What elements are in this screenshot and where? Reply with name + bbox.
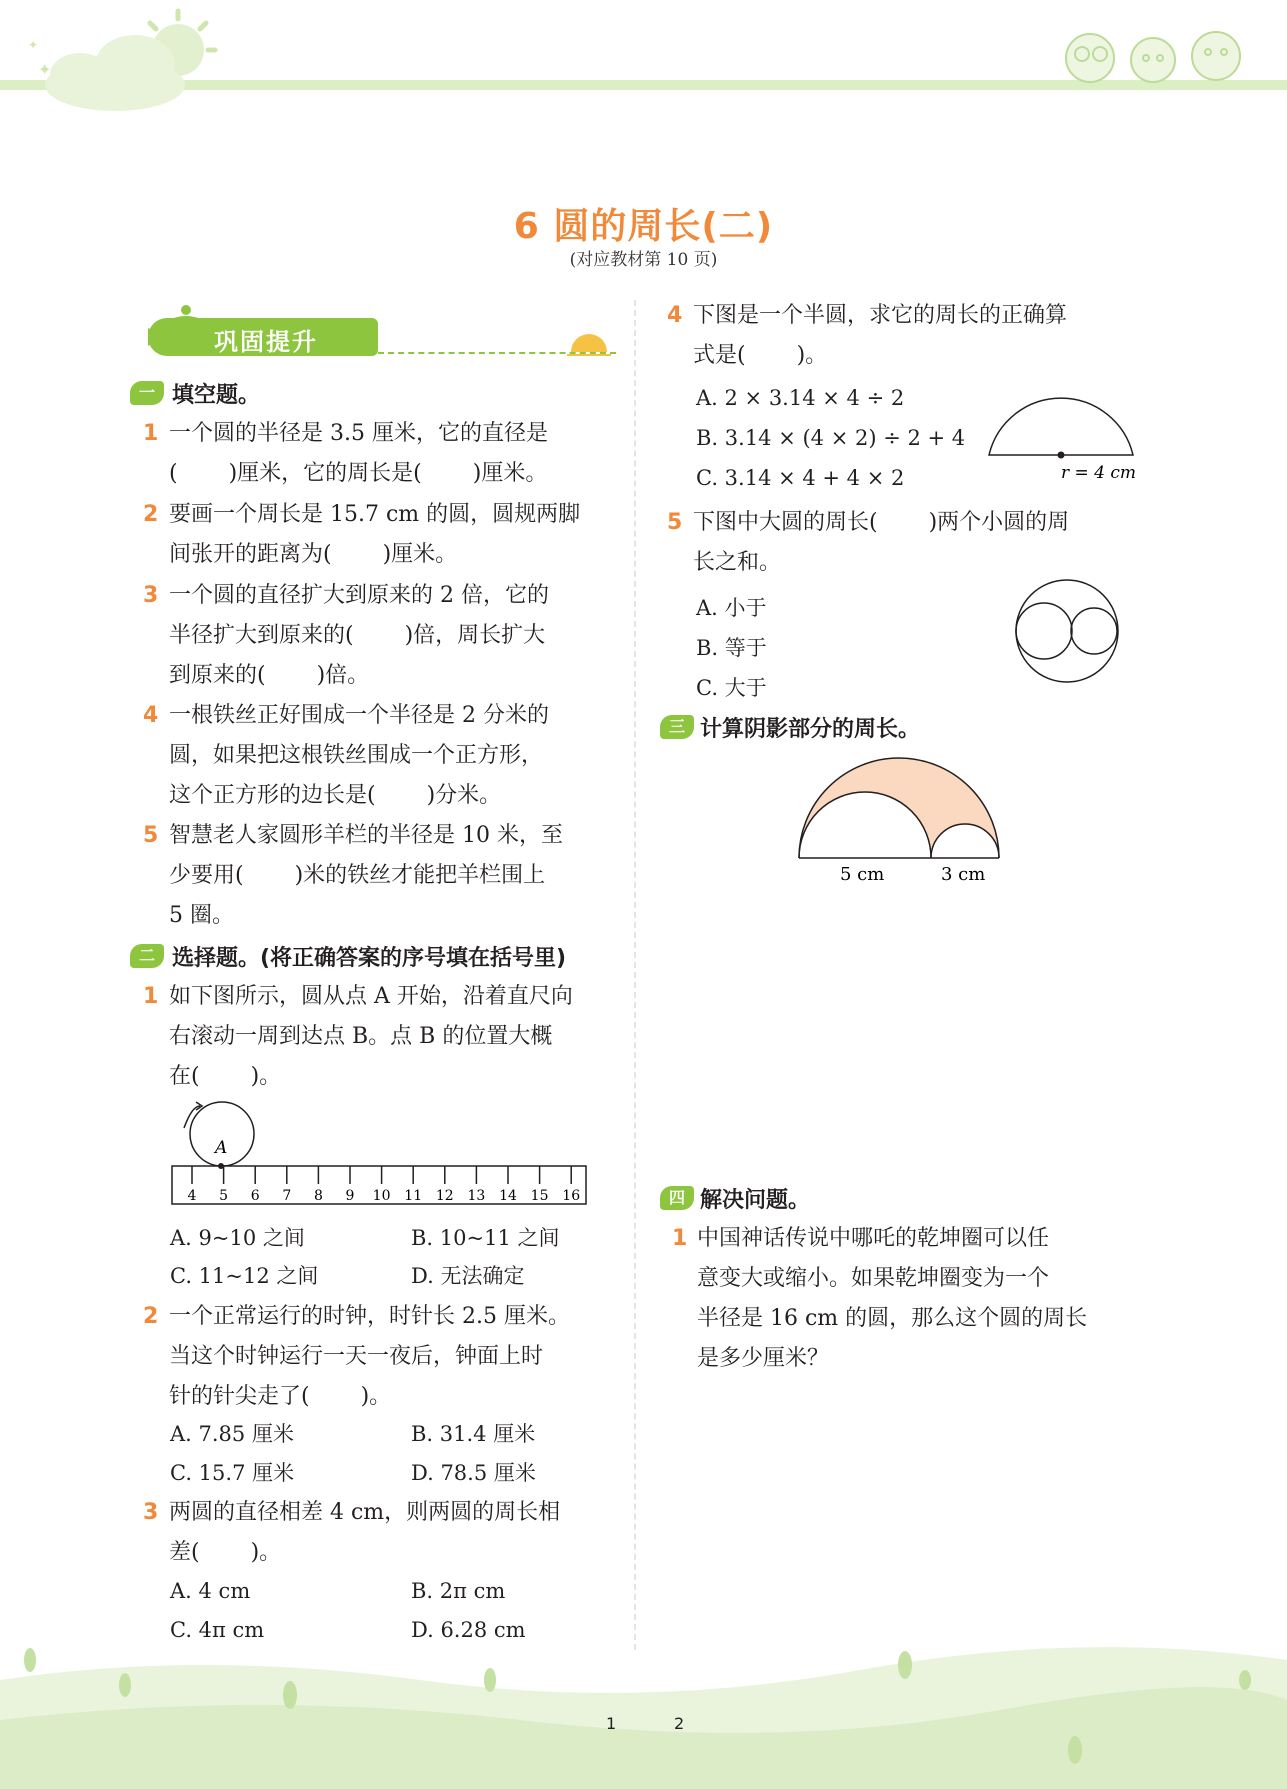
question-text: 右滚动一周到达点 B。点 B 的位置大概 (169, 1024, 553, 1049)
option-text: C. 4π cm (170, 1618, 265, 1642)
question-text: 是多少厘米？ (697, 1346, 830, 1371)
question-text: 间张开的距离为( )厘米。 (169, 542, 458, 567)
column-divider (634, 300, 636, 1650)
question-number: 5 (143, 823, 159, 848)
ruler-tick-label: 11 (404, 1188, 423, 1204)
question-number: 2 (143, 502, 159, 527)
question-number: 4 (667, 303, 683, 328)
question-number: 1 (143, 984, 159, 1009)
section-title-compute: 计算阴影部分的周长。 (700, 717, 921, 742)
question-number: 1 (672, 1226, 688, 1251)
question-number: 4 (143, 703, 159, 728)
question-text: 中国神话传说中哪吒的乾坤圈可以任 (697, 1226, 1050, 1251)
question-text: 下图中大圆的周长( )两个小圆的周 (693, 510, 1070, 535)
option-text: D. 6.28 cm (411, 1618, 526, 1642)
option-text: D. 无法确定 (411, 1264, 525, 1288)
question-text: 下图是一个半圆，求它的周长的正确算 (693, 303, 1068, 328)
question-text: 当这个时钟运行一天一夜后，钟面上时 (169, 1344, 544, 1369)
cloud-sun-icon (20, 5, 200, 110)
option-text: A. 7.85 厘米 (170, 1422, 294, 1446)
page-number-left: 1 (606, 1714, 617, 1733)
option-text: D. 78.5 厘米 (411, 1461, 536, 1485)
animal-faces-icon (1058, 20, 1258, 90)
page-subtitle: (对应教材第 10 页) (569, 250, 718, 270)
ruler-tick-label: 13 (467, 1188, 486, 1204)
ruler-tick-label: 6 (250, 1188, 260, 1204)
option-text: B. 2π cm (411, 1579, 506, 1603)
question-text: 如下图所示，圆从点 A 开始，沿着直尺向 (169, 984, 573, 1009)
question-text: 一个圆的半径是 3.5 厘米，它的直径是 (169, 421, 548, 446)
question-text: 到原来的( )倍。 (169, 663, 370, 688)
banner-label: 巩固提升 (214, 328, 318, 356)
question-text: 半径是 16 cm 的圆，那么这个圆的周长 (697, 1306, 1088, 1331)
option-text: B. 10~11 之间 (411, 1226, 560, 1250)
option-text: C. 大于 (696, 676, 767, 700)
question-number: 1 (143, 421, 159, 446)
question-number: 3 (143, 583, 159, 608)
question-number: 5 (667, 510, 683, 535)
question-text: 要画一个周长是 15.7 cm 的圆，圆规两脚 (169, 502, 581, 527)
ruler-tick-label: 16 (562, 1188, 581, 1204)
radius-label: r = 4 cm (1061, 463, 1137, 483)
semicircle-diagram (985, 380, 1165, 485)
point-a-label: A (215, 1138, 228, 1158)
option-text: A. 4 cm (170, 1579, 251, 1603)
option-text: B. 31.4 厘米 (411, 1422, 536, 1446)
ruler-tick-label: 4 (187, 1188, 197, 1204)
page-number-right: 2 (674, 1714, 685, 1733)
question-number: 3 (143, 1500, 159, 1525)
question-text: 针的针尖走了( )。 (169, 1384, 392, 1409)
option-text: C. 3.14 × 4 + 4 × 2 (696, 466, 905, 490)
option-text: A. 2 × 3.14 × 4 ÷ 2 (696, 386, 905, 410)
question-text: 圆，如果把这根铁丝围成一个正方形， (169, 743, 544, 768)
section-title-solve: 解决问题。 (700, 1188, 811, 1213)
option-text: A. 9~10 之间 (170, 1226, 305, 1250)
section-tag-fill: 一 (130, 381, 164, 405)
section-tag-compute: 三 (660, 715, 694, 739)
question-text: 两圆的直径相差 4 cm，则两圆的周长相 (169, 1500, 561, 1525)
question-text: 差( )。 (169, 1540, 282, 1565)
svg-text:✦: ✦ (28, 38, 39, 52)
ruler-tick-label: 10 (372, 1188, 391, 1204)
sunset-icon (565, 330, 615, 360)
question-text: ( )厘米，它的周长是( )厘米。 (169, 461, 548, 486)
circles-diagram (1010, 575, 1145, 685)
section-tag-choice: 二 (130, 944, 164, 968)
ruler-diagram (170, 1098, 590, 1208)
shaded-diagram (795, 750, 1010, 890)
question-text: 一个正常运行的时钟，时针长 2.5 厘米。 (169, 1304, 570, 1329)
ruler-tick-label: 9 (345, 1188, 355, 1204)
landscape-footer-decoration (0, 1640, 1287, 1789)
section-title-choice: 选择题。(将正确答案的序号填在括号里) (172, 946, 567, 971)
question-text: 5 圈。 (169, 903, 234, 928)
dimension-label: 3 cm (941, 864, 986, 885)
question-text: 式是( )。 (693, 343, 828, 368)
question-text: 一根铁丝正好围成一个半径是 2 分米的 (169, 703, 549, 728)
question-text: 在( )。 (169, 1064, 282, 1089)
option-text: C. 11~12 之间 (170, 1264, 319, 1288)
question-text: 长之和。 (693, 550, 782, 575)
question-text: 半径扩大到原来的( )倍，周长扩大 (169, 623, 546, 648)
question-number: 2 (143, 1304, 159, 1329)
option-text: C. 15.7 厘米 (170, 1461, 295, 1485)
option-text: B. 3.14 × (4 × 2) ÷ 2 + 4 (696, 426, 966, 450)
section-tag-solve: 四 (660, 1186, 694, 1210)
ruler-tick-label: 8 (313, 1188, 323, 1204)
ruler-tick-label: 15 (530, 1188, 549, 1204)
option-text: B. 等于 (696, 636, 767, 660)
question-text: 意变大或缩小。如果乾坤圈变为一个 (697, 1266, 1050, 1291)
question-text: 智慧老人家圆形羊栏的半径是 10 米，至 (169, 823, 563, 848)
ruler-tick-label: 14 (499, 1188, 517, 1204)
svg-text:✦: ✦ (38, 60, 52, 79)
ruler-tick-label: 12 (435, 1188, 454, 1204)
option-text: A. 小于 (696, 596, 767, 620)
page-title: 6 圆的周长(二) (513, 206, 774, 247)
question-text: 少要用( )米的铁丝才能把羊栏围上 (169, 863, 546, 888)
question-text: 这个正方形的边长是( )分米。 (169, 783, 502, 808)
question-text: 一个圆的直径扩大到原来的 2 倍，它的 (169, 583, 549, 608)
ruler-tick-label: 5 (219, 1188, 229, 1204)
dimension-label: 5 cm (840, 864, 885, 885)
section-title-fill: 填空题。 (172, 383, 261, 408)
ruler-tick-label: 7 (282, 1188, 292, 1204)
